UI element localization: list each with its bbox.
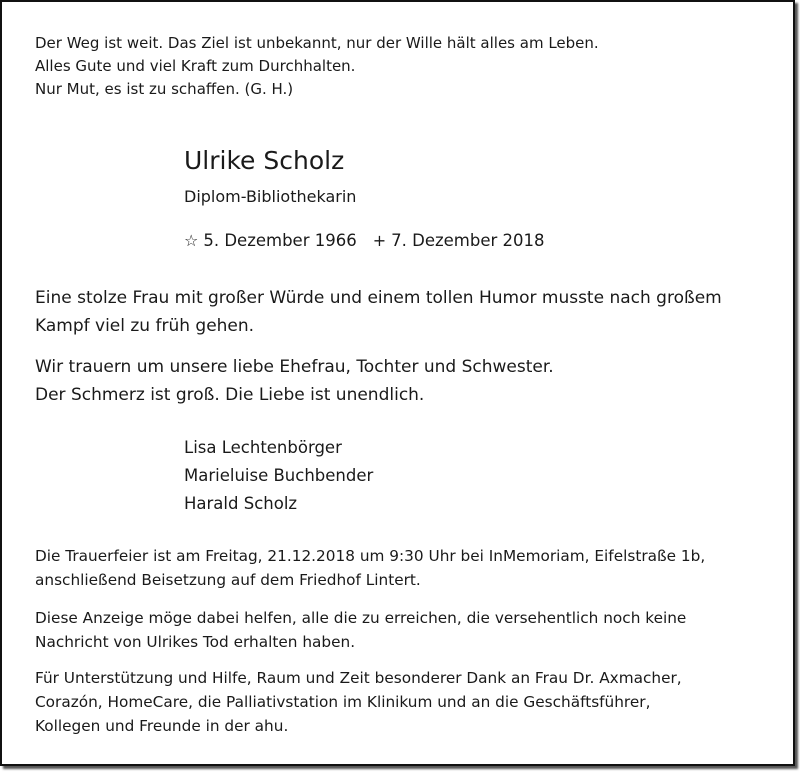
motto-line: Nur Mut, es ist zu schaffen. (G. H.) [35, 80, 294, 98]
mourning-line: Der Schmerz ist groß. Die Liebe ist unendlich. [35, 385, 425, 405]
notice-line: Nachricht von Ulrikes Tod erhalten haben. [35, 633, 356, 651]
mourners-list [184, 434, 373, 518]
funeral-line: anschließend Beisetzung auf dem Friedhof Lintert. [35, 571, 421, 589]
notice-info [35, 606, 686, 654]
tribute-line: Eine stolze Frau mit großer Würde und einem tollen Humor musste nach großem [35, 288, 722, 308]
tribute-line: Kampf viel zu früh gehen. [35, 316, 255, 336]
motto-line: Alles Gute und viel Kraft zum Durchhalten. [35, 57, 356, 75]
thanks-info [35, 666, 682, 738]
mourner-name: Harald Scholz [184, 494, 298, 513]
death-cross-icon: + [372, 231, 387, 250]
life-dates [184, 229, 545, 253]
motto-line: Der Weg ist weit. Das Ziel ist unbekannt, nur der Wille hält alles am Leben. [35, 34, 599, 52]
deceased-profession: Diplom-Bibliothekarin [184, 187, 357, 206]
tribute-paragraph [35, 284, 722, 340]
funeral-line: Die Trauerfeier ist am Freitag, 21.12.2018 um 9:30 Uhr bei InMemoriam, Eifelstraße 1b, [35, 547, 706, 565]
motto-quote [35, 32, 599, 101]
thanks-line: Für Unterstützung und Hilfe, Raum und Zeit besonderer Dank an Frau Dr. Axmacher, [35, 669, 682, 687]
mourning-paragraph [35, 353, 554, 409]
birth-date: 5. Dezember 1966 [203, 231, 357, 250]
deceased-name: Ulrike Scholz [184, 146, 345, 175]
thanks-line: Corazón, HomeCare, die Palliativstation im Klinikum und an die Geschäftsführer, [35, 693, 651, 711]
notice-line: Diese Anzeige möge dabei helfen, alle die zu erreichen, die versehentlich noch keine [35, 609, 687, 627]
mourner-name: Lisa Lechtenbörger [184, 438, 342, 457]
mourning-line: Wir trauern um unsere liebe Ehefrau, Tochter und Schwester. [35, 357, 554, 377]
death-date: 7. Dezember 2018 [391, 231, 545, 250]
birth-star-icon: ☆ [184, 231, 199, 250]
mourner-name: Marieluise Buchbender [184, 466, 374, 485]
thanks-line: Kollegen und Freunde in der ahu. [35, 717, 289, 735]
funeral-info [35, 544, 705, 592]
